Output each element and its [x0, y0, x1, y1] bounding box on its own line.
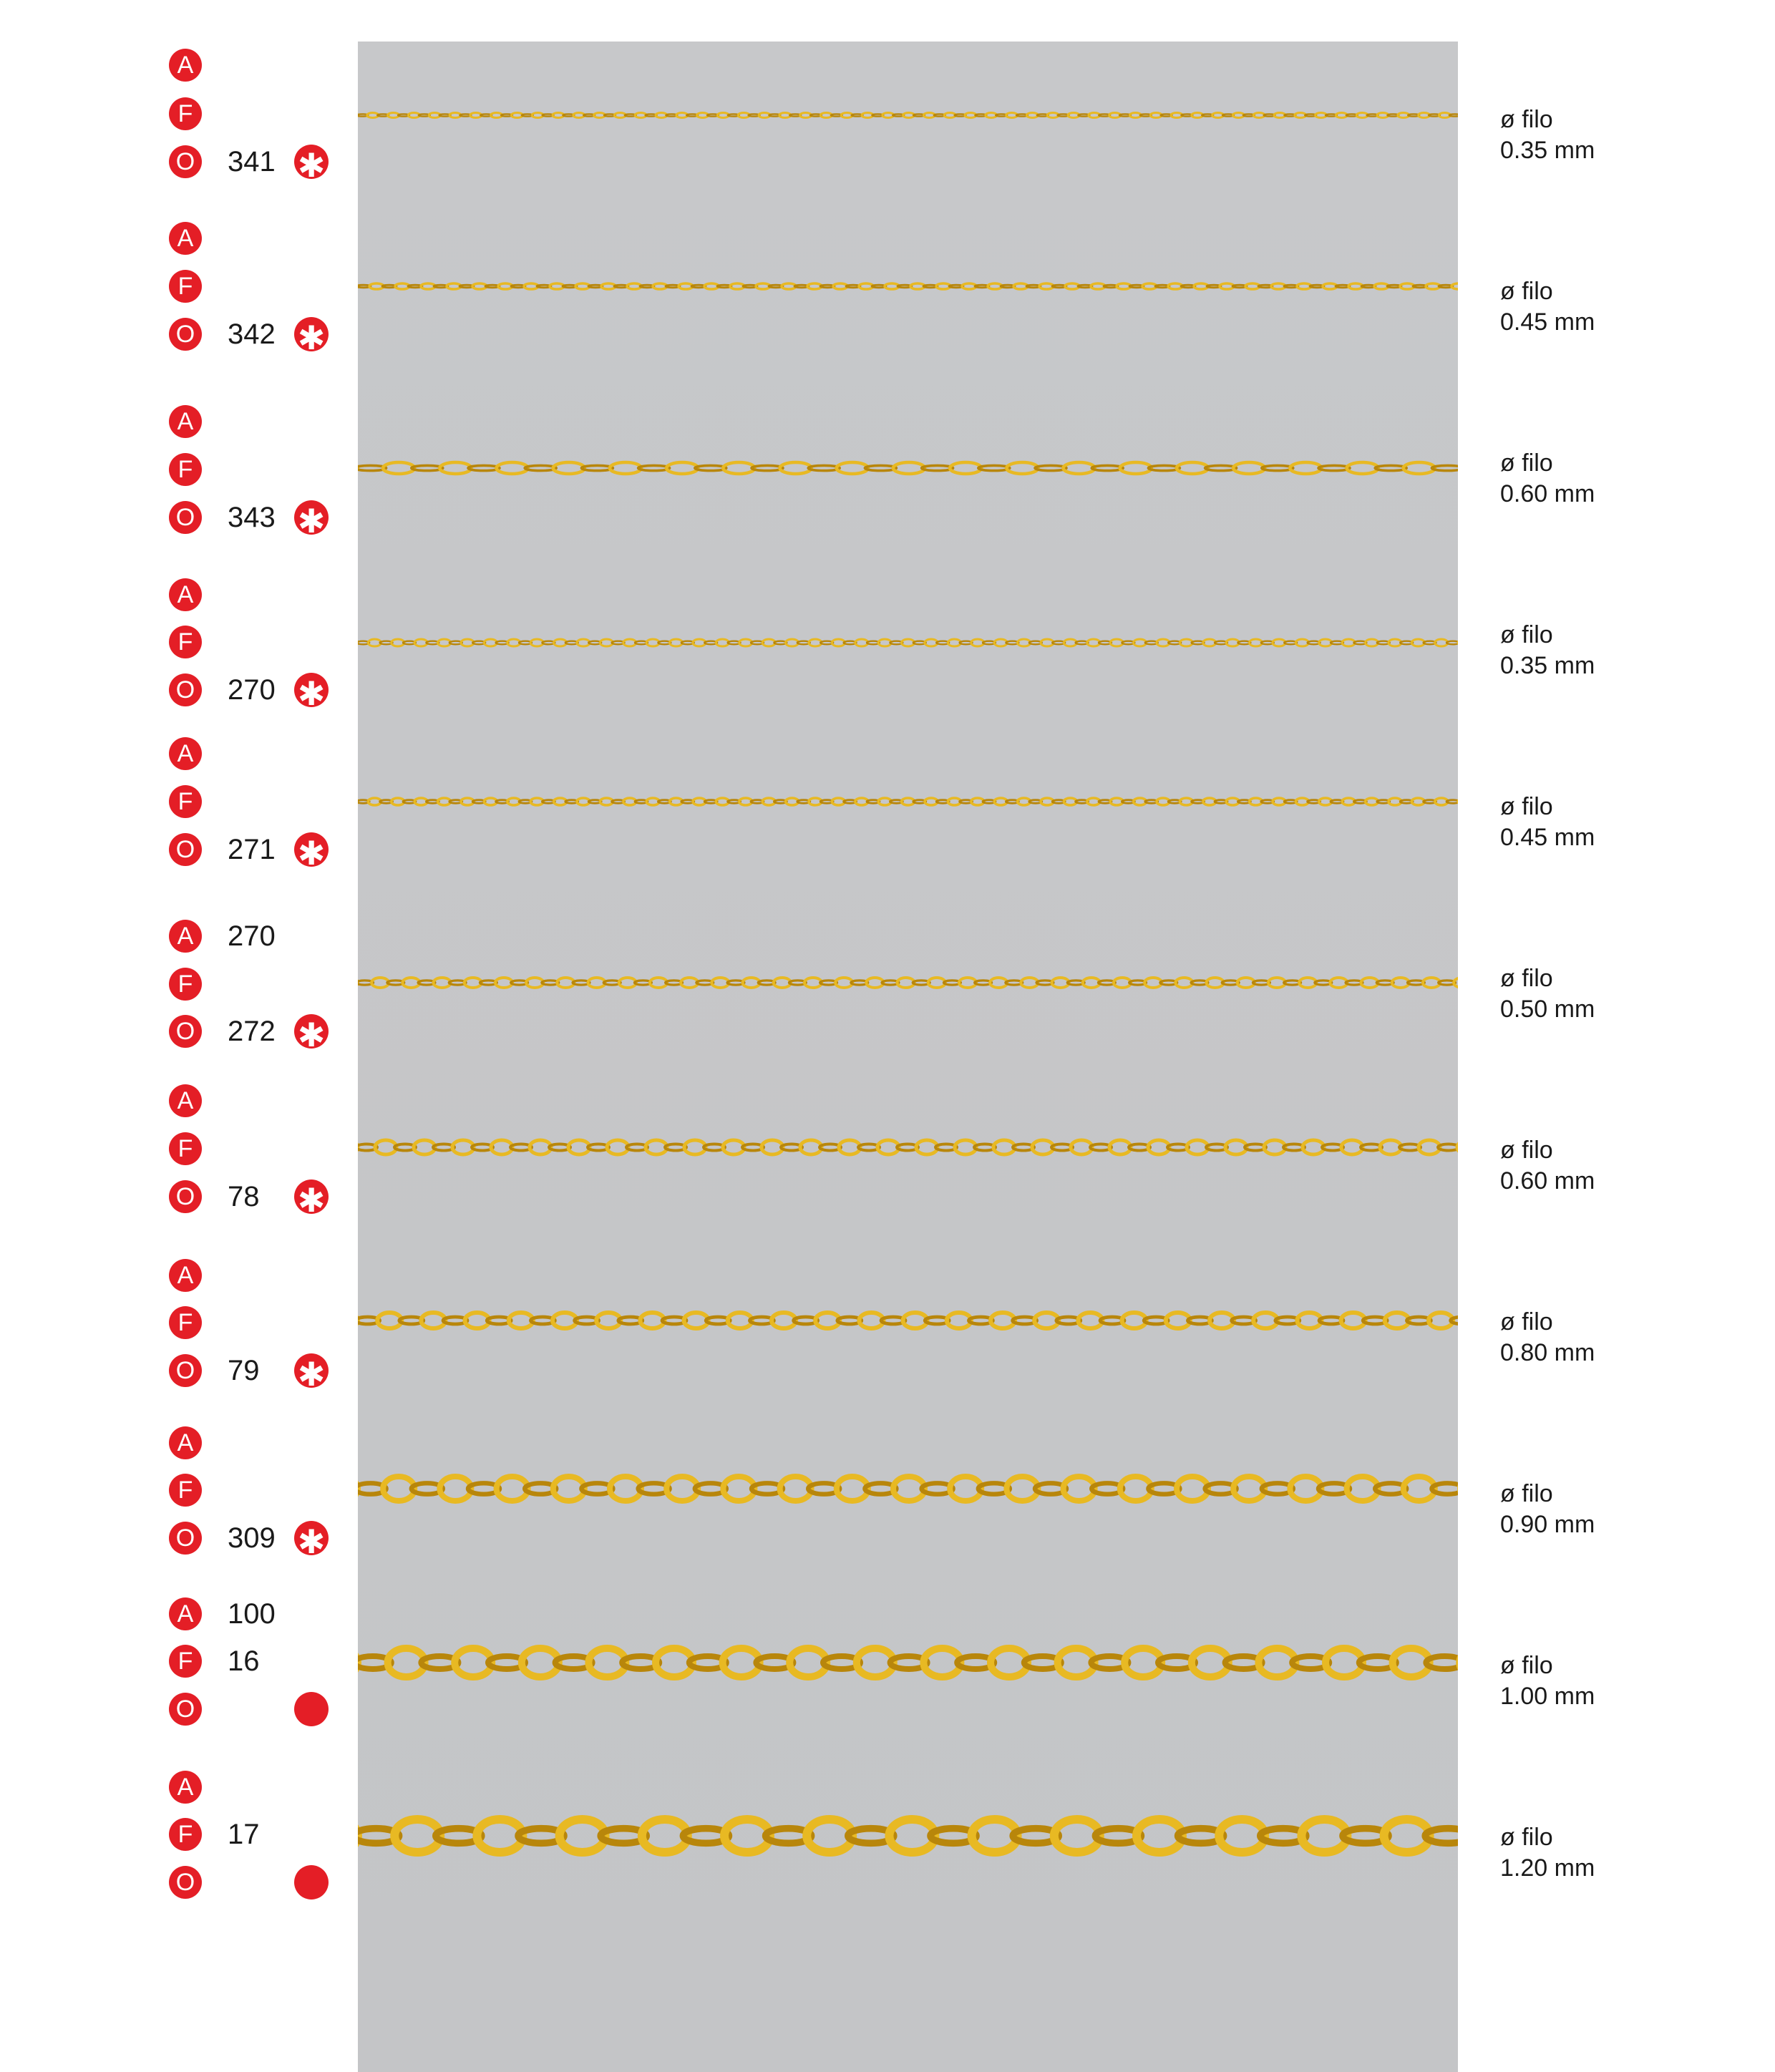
- chain-sample-9: [358, 1648, 1458, 1677]
- code-o: 342: [228, 318, 276, 350]
- badge-a: A: [169, 49, 202, 82]
- chain-link: [1347, 462, 1378, 474]
- wire-diameter: 0.60 mm: [1500, 1167, 1595, 1195]
- badge-o: O: [169, 1354, 202, 1387]
- code-o: 271: [228, 834, 276, 865]
- chain-link: [383, 462, 414, 474]
- badge-f: F: [169, 1818, 202, 1851]
- badge-o: O: [169, 501, 202, 534]
- wire-diameter: 1.20 mm: [1500, 1854, 1595, 1882]
- code-f: 16: [228, 1645, 260, 1677]
- wire-label: ø filo: [1500, 1480, 1553, 1507]
- badge-a: A: [169, 405, 202, 438]
- badge-f: F: [169, 1132, 202, 1165]
- badge-a: A: [169, 1084, 202, 1117]
- chain-photo-panel: [358, 42, 1458, 2072]
- badge-a: A: [169, 1771, 202, 1804]
- asterisk-icon: ✱: [294, 1014, 329, 1049]
- chain-link: [666, 462, 698, 474]
- badge-o: O: [169, 673, 202, 706]
- wire-diameter: 1.00 mm: [1500, 1683, 1595, 1710]
- chain-link: [1290, 462, 1321, 474]
- badge-o: O: [169, 1866, 202, 1899]
- badge-o: O: [169, 318, 202, 351]
- chain-link: [1177, 462, 1208, 474]
- chain-link: [553, 462, 585, 474]
- badge-o: O: [169, 1693, 202, 1726]
- badge-o: O: [169, 833, 202, 866]
- chain-sample-7: [358, 1313, 1458, 1328]
- wire-diameter: 0.35 mm: [1500, 137, 1595, 164]
- wire-diameter: 0.45 mm: [1500, 824, 1595, 851]
- chain-link: [1006, 462, 1038, 474]
- asterisk-icon: ✱: [294, 832, 329, 867]
- badge-a: A: [169, 578, 202, 611]
- code-o: 272: [228, 1016, 276, 1047]
- wire-label: ø filo: [1500, 106, 1553, 133]
- badge-a: A: [169, 1597, 202, 1630]
- chain-sample-8: [358, 1477, 1458, 1501]
- badge-a: A: [169, 920, 202, 953]
- code-o: 78: [228, 1181, 260, 1212]
- badge-a: A: [169, 1426, 202, 1459]
- code-a: 100: [228, 1598, 276, 1630]
- asterisk-icon: ✱: [294, 673, 329, 707]
- badge-o: O: [169, 1522, 202, 1555]
- chain-link: [1064, 462, 1095, 474]
- wire-diameter: 0.80 mm: [1500, 1339, 1595, 1366]
- chain-link: [837, 462, 868, 474]
- chain-sample-2: [358, 462, 1458, 474]
- badge-f: F: [169, 1645, 202, 1678]
- wire-diameter: 0.50 mm: [1500, 996, 1595, 1023]
- code-f: 17: [228, 1819, 260, 1850]
- chain-sample-10: [358, 1819, 1458, 1852]
- wire-label: ø filo: [1500, 449, 1553, 477]
- wire-label: ø filo: [1500, 793, 1553, 820]
- code-o: 341: [228, 146, 276, 177]
- chain-link: [1233, 462, 1265, 474]
- chain-link: [439, 462, 471, 474]
- chain-link: [1404, 462, 1435, 474]
- chain-link: [723, 462, 754, 474]
- badge-a: A: [169, 1259, 202, 1292]
- wire-diameter: 0.60 mm: [1500, 480, 1595, 507]
- code-o: 270: [228, 674, 276, 706]
- wire-label: ø filo: [1500, 1824, 1553, 1851]
- badge-f: F: [169, 270, 202, 303]
- asterisk-icon: ✱: [294, 145, 329, 179]
- chain-link: [1451, 283, 1458, 289]
- chain-link: [497, 462, 528, 474]
- chain-sample-5: [358, 978, 1458, 988]
- chain-link: [610, 462, 641, 474]
- badge-o: O: [169, 1180, 202, 1213]
- chain-link: [893, 462, 925, 474]
- badge-f: F: [169, 1474, 202, 1507]
- badge-f: F: [169, 968, 202, 1001]
- chain-sample-3: [358, 639, 1458, 646]
- chain-samples: [358, 42, 1458, 2072]
- chain-sample-1: [358, 283, 1458, 289]
- badge-f: F: [169, 1306, 202, 1339]
- badge-a: A: [169, 737, 202, 770]
- badge-f: F: [169, 626, 202, 658]
- wire-diameter: 0.90 mm: [1500, 1511, 1595, 1538]
- badge-a: A: [169, 222, 202, 255]
- code-o: 79: [228, 1355, 260, 1386]
- badge-f: F: [169, 97, 202, 130]
- code-o: 343: [228, 502, 276, 533]
- code-o: 309: [228, 1522, 276, 1554]
- chain-link: [1120, 462, 1152, 474]
- asterisk-icon: ✱: [294, 1521, 329, 1555]
- badge-f: F: [169, 785, 202, 818]
- asterisk-icon: ✱: [294, 1180, 329, 1214]
- dot-icon: [294, 1692, 329, 1726]
- chain-link: [1457, 1140, 1458, 1154]
- wire-label: ø filo: [1500, 1137, 1553, 1164]
- wire-diameter: 0.45 mm: [1500, 308, 1595, 336]
- badge-o: O: [169, 145, 202, 178]
- badge-o: O: [169, 1015, 202, 1048]
- dot-icon: [294, 1865, 329, 1900]
- code-a: 270: [228, 920, 276, 952]
- chain-link: [950, 462, 981, 474]
- asterisk-icon: ✱: [294, 1353, 329, 1388]
- wire-label: ø filo: [1500, 278, 1553, 305]
- asterisk-icon: ✱: [294, 500, 329, 535]
- badge-f: F: [169, 453, 202, 486]
- chain-sample-6: [358, 1140, 1458, 1154]
- wire-label: ø filo: [1500, 621, 1553, 648]
- wire-label: ø filo: [1500, 1308, 1553, 1336]
- chain-link: [780, 462, 812, 474]
- chain-sample-4: [358, 798, 1458, 805]
- wire-label: ø filo: [1500, 965, 1553, 992]
- asterisk-icon: ✱: [294, 317, 329, 351]
- wire-label: ø filo: [1500, 1652, 1553, 1679]
- wire-diameter: 0.35 mm: [1500, 652, 1595, 679]
